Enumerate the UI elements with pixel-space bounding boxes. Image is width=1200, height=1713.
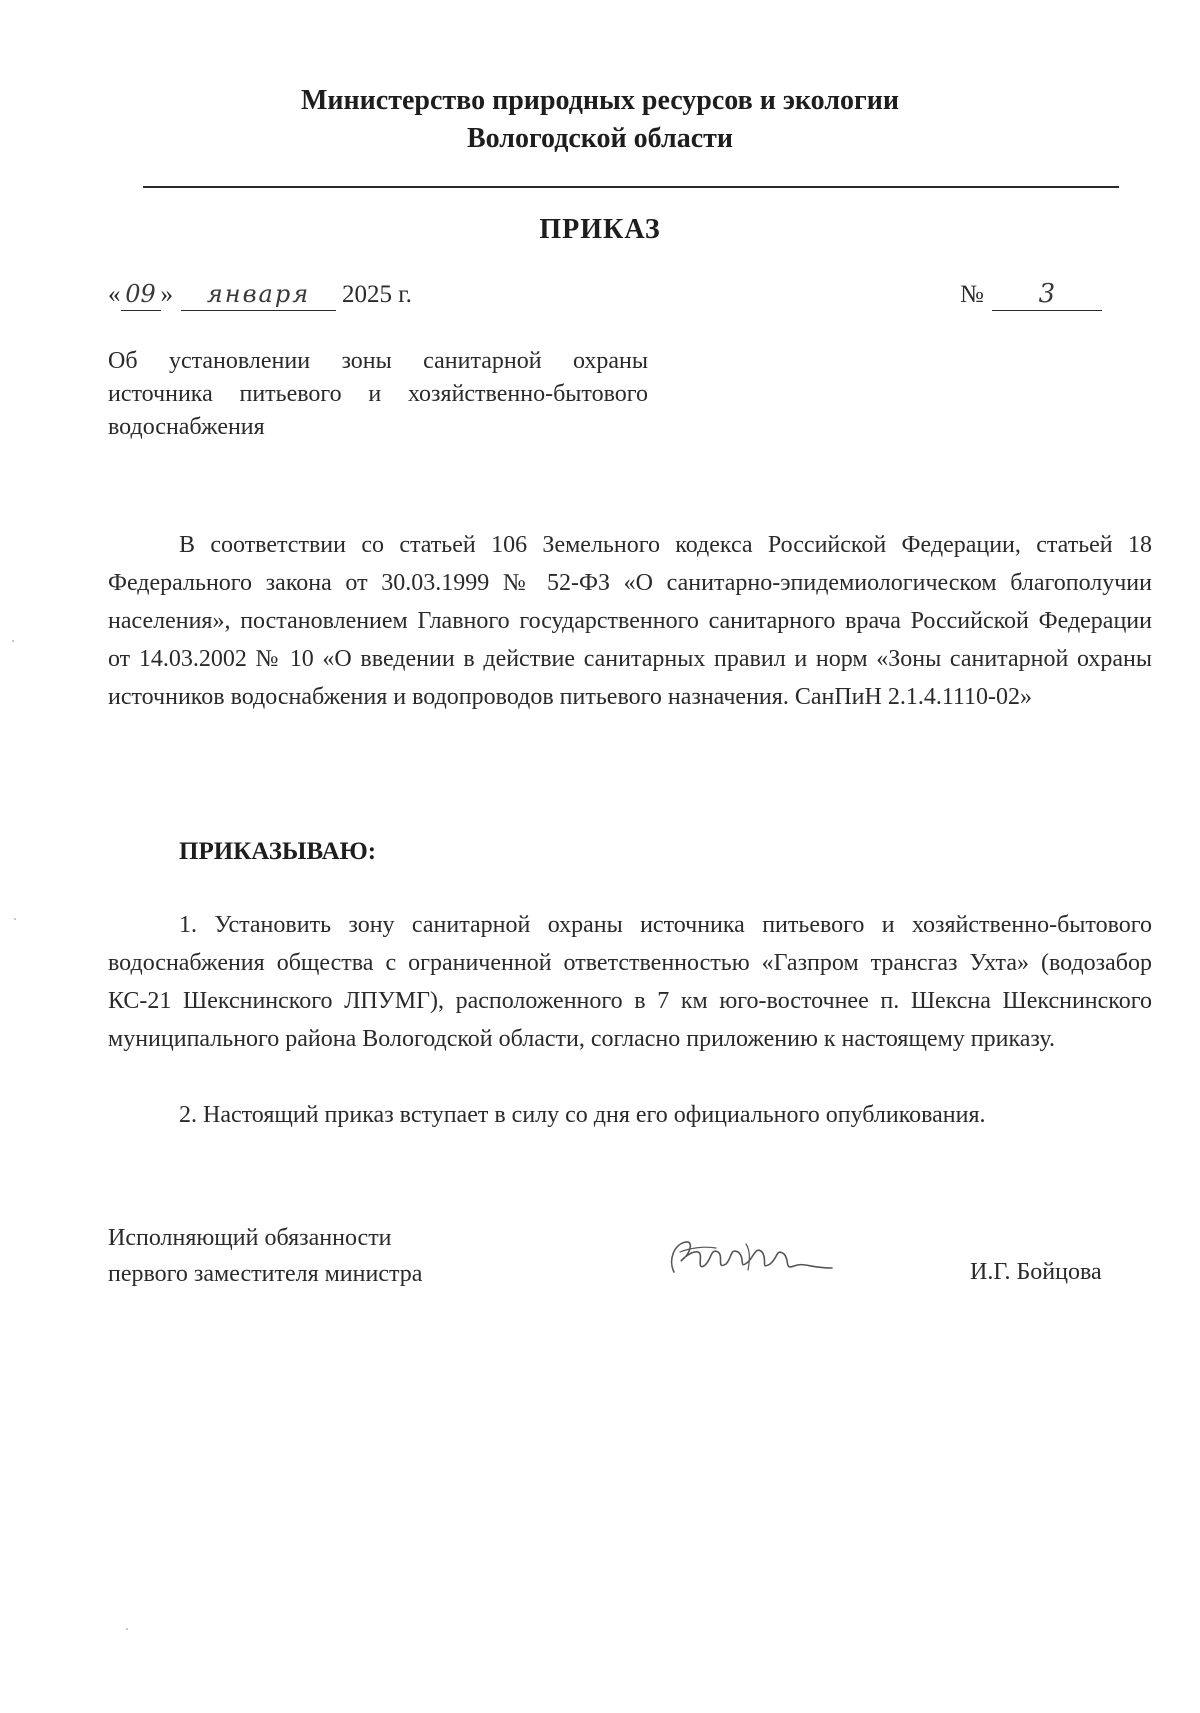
date-open-quote: « bbox=[108, 281, 121, 308]
signatory-title bbox=[108, 1220, 422, 1292]
preamble-paragraph: В соответствии со статьей 106 Земельного кодекса Российской Федерации, статьей 18 Федерального закона от 30.03.1999 № 52-ФЗ «О санитарно-эпидемиологическом благополучии населения», постановлением Главного государственного санитарного врача Российской Федерации от 14.03.2002 № 10 «О введении в действие санитарных правил и норм «Зоны санитарной охраны источников водоснабжения и водопроводов питьевого назначения. СанПиН 2.1.4.1110-02» bbox=[108, 532, 1152, 710]
ministry-header bbox=[0, 82, 1200, 158]
scan-speck bbox=[14, 918, 16, 920]
ministry-name-line2: Вологодской области bbox=[466, 123, 734, 154]
scan-speck bbox=[12, 640, 14, 642]
date-year: 2025 г. bbox=[342, 281, 412, 308]
order-subject: Об установлении зоны санитарной охраны источника питьевого и хозяйственно-бытового водоснабжения bbox=[108, 348, 648, 440]
number-value: 3 bbox=[992, 278, 1102, 311]
number-label: № bbox=[960, 281, 984, 308]
date-month: января bbox=[181, 278, 336, 311]
signatory-name: И.Г. Бойцова bbox=[970, 1259, 1102, 1285]
order-date bbox=[108, 278, 412, 311]
signatory-title-line1: Исполняющий обязанности bbox=[108, 1225, 392, 1251]
order-number bbox=[960, 278, 1102, 311]
order-directive-heading: ПРИКАЗЫВАЮ: bbox=[179, 838, 377, 865]
header-divider bbox=[143, 186, 1119, 188]
handwritten-signature bbox=[660, 1230, 840, 1290]
date-day: 09 bbox=[121, 278, 161, 311]
signatory-title-line2: первого заместителя министра bbox=[108, 1261, 423, 1287]
date-close-quote: » bbox=[160, 281, 173, 308]
order-item-2: 2. Настоящий приказ вступает в силу со дня его официального опубликования. bbox=[179, 1102, 986, 1128]
scan-speck bbox=[126, 1628, 128, 1630]
document-title: ПРИКАЗ bbox=[539, 214, 661, 245]
order-item-1: 1. Установить зону санитарной охраны источника питьевого и хозяйственно-бытового водоснабжения общества с ограниченной ответственностью «Газпром трансгаз Ухта» (водозабор КС-21 Шекснинского ЛПУМГ), расположенного в 7 км юго-восточнее п. Шексна Шекснинского муниципального района Вологодской области, согласно приложению к настоящему приказу. bbox=[108, 912, 1152, 1052]
ministry-name-line1: Министерство природных ресурсов и экологии bbox=[300, 85, 900, 116]
